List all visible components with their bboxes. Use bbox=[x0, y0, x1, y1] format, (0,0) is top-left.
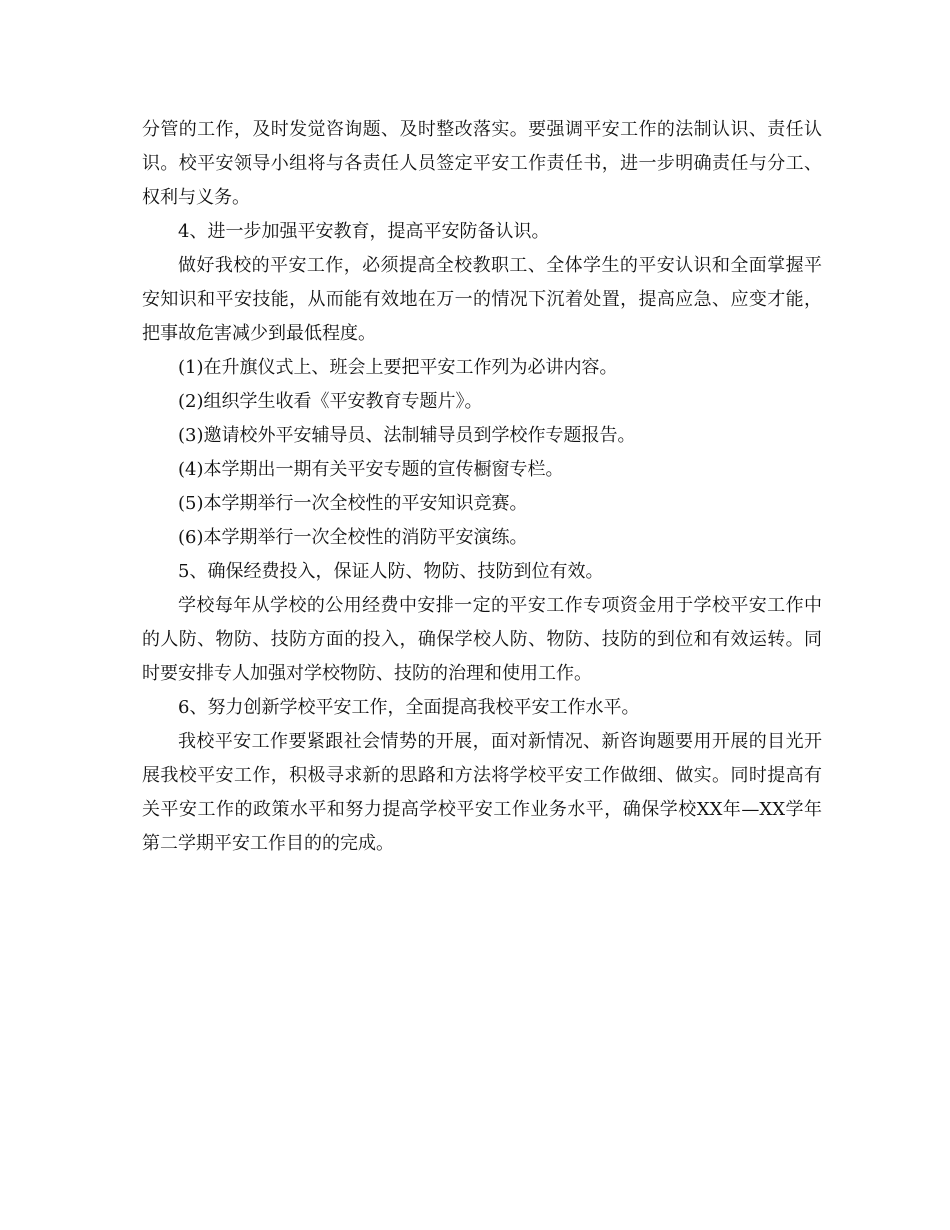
paragraph-safety-awareness: 做好我校的平安工作，必须提高全校教职工、全体学生的平安认识和全面掌握平安知识和平安技能，从而能有效地在万一的情况下沉着处置，提高应急、应变才能，把事故危害减少到最低程度。 bbox=[142, 255, 822, 344]
list-item-6: (6)本学期举行一次全校性的消防平安演练。 bbox=[178, 527, 528, 548]
paragraph-innovation: 我校平安工作要紧跟社会情势的开展，面对新情况、新咨询题要用开展的目光开展我校平安工作，积极寻求新的思路和方法将学校平安工作做细、做实。同时提高有关平安工作的政策水平和努力提高学校平安工作业务水平，确保学校XX年—XX学年第二学期平安工作目的的完成。 bbox=[142, 731, 822, 854]
document-body bbox=[142, 113, 822, 861]
list-item-2: (2)组织学生收看《平安教育专题片》。 bbox=[178, 391, 483, 412]
heading-funding: 5、确保经费投入，保证人防、物防、技防到位有效。 bbox=[178, 561, 604, 582]
list-item-3: (3)邀请校外平安辅导员、法制辅导员到学校作专题报告。 bbox=[178, 425, 636, 446]
list-item-4: (4)本学期出一期有关平安专题的宣传橱窗专栏。 bbox=[178, 459, 564, 480]
list-item-1: (1)在升旗仪式上、班会上要把平安工作列为必讲内容。 bbox=[178, 357, 618, 378]
paragraph-funding: 学校每年从学校的公用经费中安排一定的平安工作专项资金用于学校平安工作中的人防、物防、技防方面的投入，确保学校人防、物防、技防的到位和有效运转。同时要安排专人加强对学校物防、技防的治理和使用工作。 bbox=[142, 595, 822, 684]
heading-innovation: 6、努力创新学校平安工作，全面提高我校平安工作水平。 bbox=[178, 697, 640, 718]
paragraph-responsibility: 分管的工作，及时发觉咨询题、及时整改落实。要强调平安工作的法制认识、责任认识。校平安领导小组将与各责任人员签定平安工作责任书，进一步明确责任与分工、权利与义务。 bbox=[142, 119, 822, 208]
heading-safety-education: 4、进一步加强平安教育，提高平安防备认识。 bbox=[178, 221, 550, 242]
list-item-5: (5)本学期举行一次全校性的平安知识竞赛。 bbox=[178, 493, 528, 514]
